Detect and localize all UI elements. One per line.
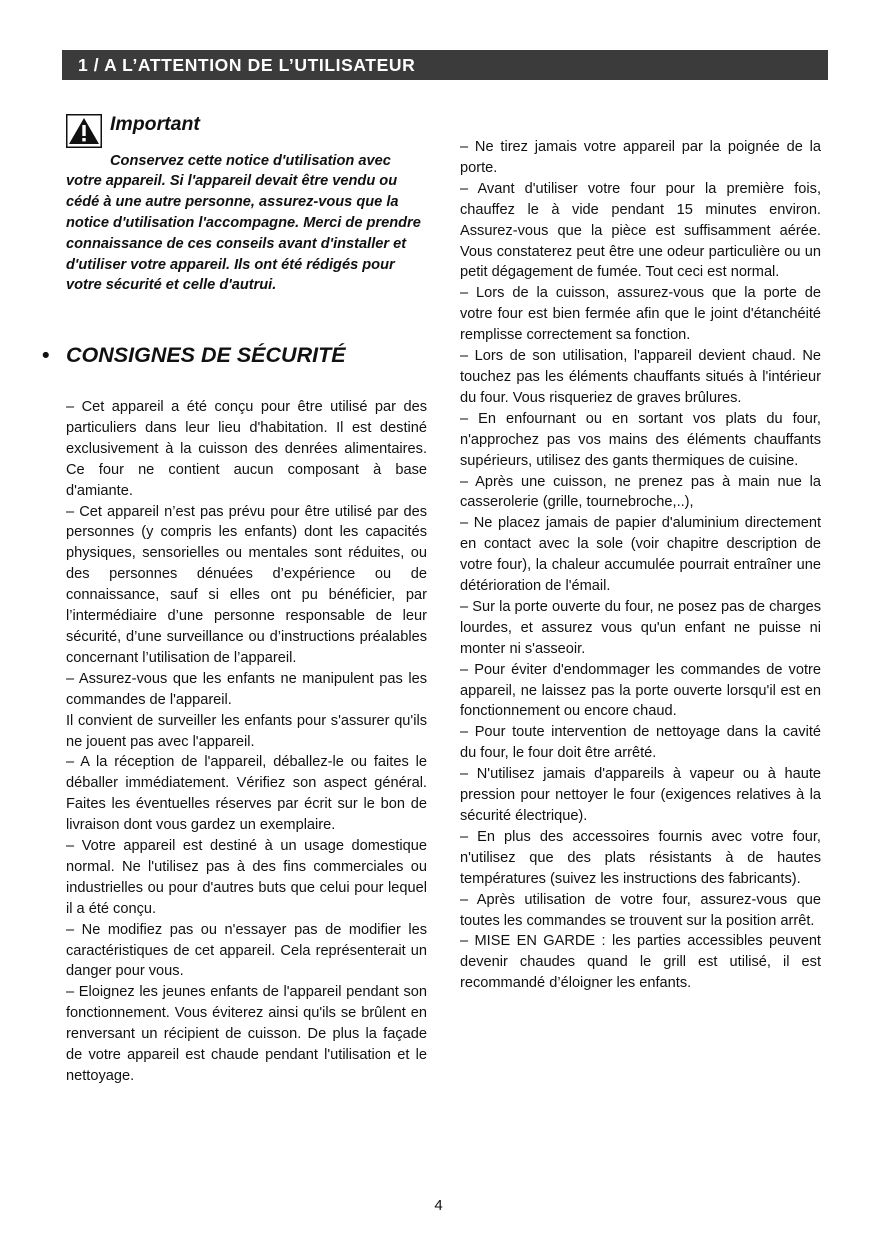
safety-paragraph: – Votre appareil est destiné à un usage domestique normal. Ne l'utilisez pas à des fins commerciales ou industrielles ou pour d'autres buts que celui pour lequel il a été conçu.	[66, 838, 427, 917]
safety-paragraph: – Pour éviter d'endommager les commandes de votre appareil, ne laissez pas la porte ouverte lorsqu'il est en fonctionnement ou encore chaud.	[460, 661, 821, 720]
safety-paragraph: – A la réception de l'appareil, déballez-le ou faites le déballer immédiatement. Vérifiez son aspect général. Faites les éventuelles réserves par écrit sur le bon de livraison dont vous gardez un exemplaire.	[66, 754, 427, 834]
safety-paragraph: – Après une cuisson, ne prenez pas à main nue la casserolerie (grille, tournebroche,..),	[460, 473, 821, 511]
safety-paragraph: – Sur la porte ouverte du four, ne posez pas de charges lourdes, et assurez vous qu'un enfant ne puisse ni monter ni s'asseoir.	[460, 598, 821, 657]
right-column	[460, 137, 821, 994]
page-number: 4	[434, 1197, 443, 1214]
warning-triangle-icon	[66, 114, 102, 148]
safety-paragraph: – Assurez-vous que les enfants ne manipulent pas les commandes de l'appareil.	[66, 670, 427, 708]
important-text: Conservez cette notice d'utilisation avec votre appareil. Si l'appareil devait être vendu ou cédé à une autre personne, assurez-vous que la notice d'utilisation l'accompagne. Merci de prendre connaissance de ces conseils avant d'installer et d'utiliser votre appareil. Ils ont été rédigés pour votre sécurité et celle d'autrui.	[66, 152, 421, 294]
safety-paragraph: – En plus des accessoires fournis avec votre four, n'utilisez que des plats résistants à de hautes températures (suivez les instructions des fabricants).	[460, 828, 821, 887]
safety-section-title: CONSIGNES DE SÉCURITÉ	[66, 343, 346, 367]
safety-paragraph: – Lors de la cuisson, assurez-vous que la porte de votre four est bien fermée afin que le joint d'étanchéité remplisse correctement sa fonction.	[460, 285, 821, 344]
section-bullet: •	[42, 343, 50, 367]
safety-paragraph: – Ne tirez jamais votre appareil par la poignée de la porte.	[460, 139, 821, 176]
safety-paragraph: – N'utilisez jamais d'appareils à vapeur ou à haute pression pour nettoyer le four (exigences relatives à la sécurité électrique).	[460, 766, 821, 824]
safety-paragraph: Il convient de surveiller les enfants pour s'assurer qu'ils ne jouent pas avec l'appareil.	[66, 712, 427, 750]
safety-paragraph: – Eloignez les jeunes enfants de l'appareil pendant son fonctionnement. Vous éviterez ainsi qu'ils se brûlent en renversant un récipient de cuisson. De plus la façade de votre appareil est chaude pendant l'utilisation et le nettoyage.	[66, 984, 427, 1084]
safety-paragraph: – Après utilisation de votre four, assurez-vous que toutes les commandes se trouvent sur la position arrêt.	[460, 891, 821, 929]
safety-paragraph: – Ne placez jamais de papier d'aluminium directement en contact avec la sole (voir chapitre description de votre four), la chaleur accumulée pourrait entraîner une détérioration de l'émail.	[460, 515, 821, 595]
safety-paragraph: – Pour toute intervention de nettoyage dans la cavité du four, le four doit être arrêté.	[460, 724, 821, 762]
safety-paragraph: – Lors de son utilisation, l'appareil devient chaud. Ne touchez pas les éléments chauffants situés à l'intérieur du four. Vous risqueriez de graves brûlures.	[460, 348, 821, 406]
safety-paragraph: – MISE EN GARDE : les parties accessibles peuvent devenir chaudes quand le grill est utilisé, il est recommandé d’éloigner les enfants.	[460, 933, 821, 992]
safety-paragraph: – Cet appareil n’est pas prévu pour être utilisé par des personnes (y compris les enfants) dont les capacités physiques, sensorielles ou mentales sont réduites, ou des personnes dénuées d’expérience ou de connaissance, sauf si elles ont pu bénéficier, par l’intermédiaire d’une personne responsable de leur sécurité, d’une surveillance ou d’instructions préalables concernant l’utilisation de l’appareil.	[66, 503, 427, 666]
safety-paragraph: – Ne modifiez pas ou n'essayer pas de modifier les caractéristiques de cet appareil. Cela représenterait un danger pour vous.	[66, 921, 427, 980]
left-column	[66, 397, 427, 1087]
section-header-bar	[62, 50, 828, 80]
important-title: Important	[110, 113, 200, 135]
section-header-title: 1 / A L’ATTENTION DE L’UTILISATEUR	[78, 55, 416, 75]
safety-paragraph: – Cet appareil a été conçu pour être utilisé par des particuliers dans leur lieu d'habitation. Il est destiné exclusivement à la cuisson des denrées alimentaires. Ce four ne contient aucun composant à base d'amiante.	[66, 399, 427, 499]
safety-paragraph: – Avant d'utiliser votre four pour la première fois, chauffez le à vide pendant 15 minutes environ. Assurez-vous que la pièce est suffisamment aérée. Vous constaterez peut être une odeur particulière ou un petit dégagement de fumée. Tout ceci est normal.	[460, 180, 821, 281]
safety-paragraph: – En enfournant ou en sortant vos plats du four, n'approchez pas vos mains des éléments chauffants supérieurs, utilisez des gants thermiques de cuisine.	[460, 410, 821, 469]
safety-section-heading	[42, 343, 346, 368]
